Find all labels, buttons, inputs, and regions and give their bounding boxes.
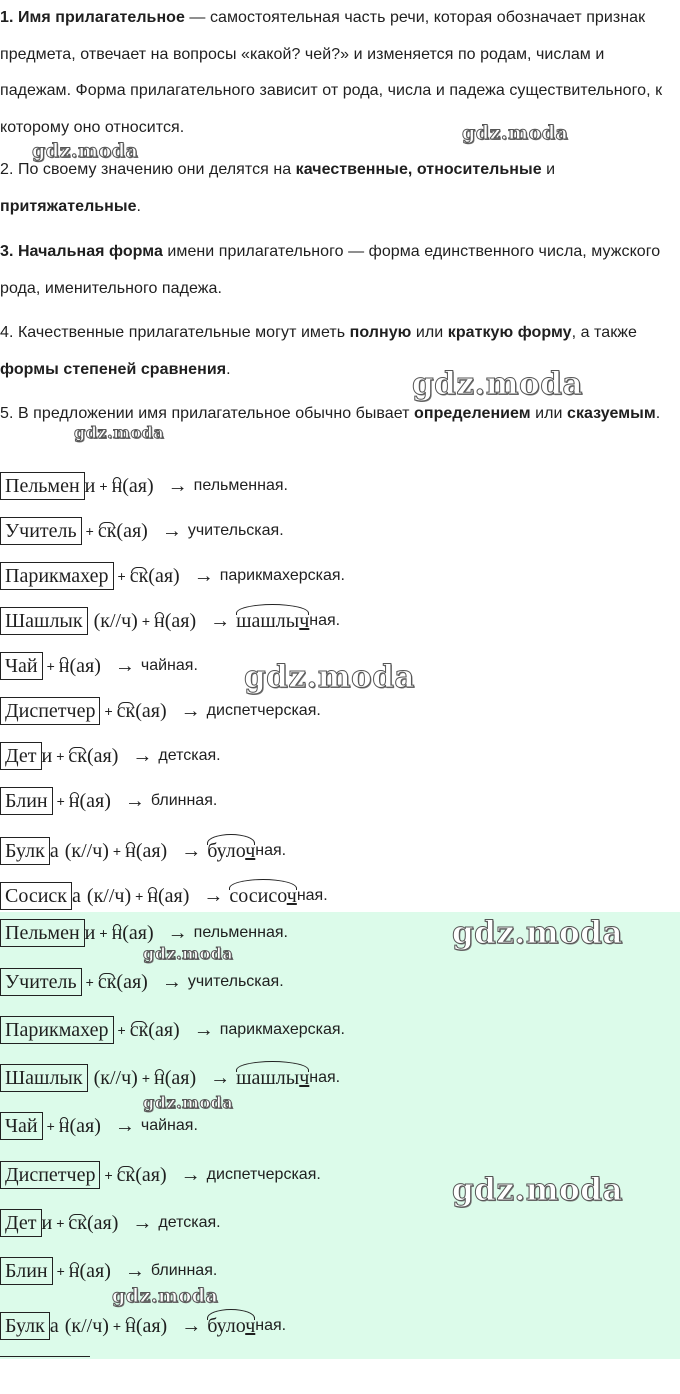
suffix-mark: ск: [97, 519, 117, 542]
para-bold: определением: [414, 405, 531, 422]
formation-row: [0, 606, 340, 636]
stem-box: Булк: [0, 837, 50, 865]
plus-sign: +: [85, 974, 94, 990]
plus-sign: +: [85, 523, 94, 539]
stem-box: Учитель: [0, 517, 82, 545]
arrow: →: [161, 970, 182, 993]
arrow: →: [114, 1114, 135, 1137]
ending: (ая): [116, 970, 148, 993]
connecting-vowel: и: [84, 474, 96, 497]
watermark: gdz.moda: [143, 1093, 234, 1112]
formation-row: [0, 696, 321, 726]
alternated-letter: ч: [299, 1066, 310, 1089]
ending: (ая): [164, 1066, 197, 1089]
root-arc: [236, 610, 309, 633]
root-letters: сосисо: [229, 884, 287, 907]
root-arc: [207, 840, 255, 863]
syntax-role-paragraph: [0, 396, 672, 433]
suffix-mark: н: [154, 1066, 165, 1089]
plus-sign: +: [117, 1022, 126, 1038]
alternated-letter: ч: [299, 609, 310, 632]
suffix-mark: н: [125, 1314, 136, 1337]
forms-paragraph: [0, 315, 672, 388]
suffix-mark: н: [68, 789, 80, 812]
connecting-vowel: и: [84, 921, 96, 944]
stem-box: Блин: [0, 787, 53, 815]
ending: (ая): [158, 884, 190, 907]
plus-sign: +: [46, 1118, 55, 1134]
ending: (ая): [79, 1259, 111, 1282]
para-text: или: [411, 324, 448, 341]
stem-box: Булк: [0, 1312, 50, 1340]
ending: (ая): [135, 699, 167, 722]
suffix-mark: н: [154, 609, 165, 632]
stem-box: Дет: [0, 1209, 42, 1237]
formation-row: [0, 836, 286, 866]
arrow: →: [132, 1211, 153, 1234]
formation-row: [0, 471, 288, 501]
root-letters: було: [207, 839, 246, 862]
formation-row: [0, 1160, 321, 1190]
result-word: парикмахерская.: [219, 567, 345, 584]
suffix-mark: н: [58, 654, 70, 677]
result-word: учительская.: [187, 522, 284, 539]
suffix-mark: ск: [129, 564, 149, 587]
suffix-mark: ск: [97, 970, 117, 993]
arrow: →: [181, 1314, 202, 1337]
formation-row: [0, 651, 198, 681]
para-bold: сказуемым: [567, 405, 656, 422]
arrow: →: [167, 474, 188, 497]
para-text: , а также: [571, 324, 637, 341]
root-letters: було: [207, 1314, 246, 1337]
arrow: →: [203, 884, 224, 907]
connecting-vowel: и: [41, 1211, 53, 1234]
ending: (ая): [116, 519, 148, 542]
root-arc: [207, 1315, 255, 1338]
result-ending: ная.: [255, 1317, 287, 1334]
stem-box: Диспетчер: [0, 697, 100, 725]
alternated-letter: ч: [286, 884, 297, 907]
formation-row: [0, 1311, 286, 1341]
stem-box: Сосиск: [0, 882, 72, 910]
arrow: →: [114, 654, 135, 677]
para-text: и: [541, 161, 556, 178]
arrow: →: [167, 921, 188, 944]
ending: (ая): [135, 1314, 168, 1337]
arrow: →: [210, 609, 231, 632]
para-bold: 3. Начальная форма: [0, 243, 163, 260]
stem-box: Чай: [0, 1112, 43, 1140]
stem-box: Пельмен: [0, 919, 85, 947]
formation-row: [0, 1015, 345, 1045]
arrow: →: [132, 744, 153, 767]
formation-row: [0, 1063, 340, 1093]
result-word: блинная.: [150, 1262, 218, 1279]
result-ending: ная.: [255, 842, 287, 859]
stem-box: Парикмахер: [0, 562, 114, 590]
para-bold: полную: [349, 324, 412, 341]
watermark: gdz.moda: [452, 1172, 623, 1208]
ending: (ая): [79, 789, 111, 812]
initial-form-paragraph: [0, 234, 672, 307]
watermark: gdz.moda: [112, 1285, 219, 1307]
ending: (ая): [122, 474, 154, 497]
plus-sign: +: [99, 925, 108, 941]
connecting-vowel: а: [49, 839, 59, 862]
alternation: (к//ч): [93, 609, 138, 632]
plus-sign: +: [46, 658, 55, 674]
plus-sign: +: [141, 613, 150, 629]
result-word: детская.: [158, 747, 221, 764]
plus-sign: +: [112, 1318, 122, 1334]
plus-sign: +: [117, 568, 126, 584]
stem-box: Блин: [0, 1257, 53, 1285]
plus-sign: +: [135, 888, 144, 904]
result-word: детская.: [158, 1214, 221, 1231]
suffix-mark: н: [68, 1259, 80, 1282]
ending: (ая): [87, 1211, 119, 1234]
stem-box: Шашлык: [0, 1064, 88, 1092]
result-word: диспетчерская.: [206, 702, 321, 719]
formation-row: [0, 967, 284, 997]
suffix-mark: н: [111, 474, 123, 497]
result-ending: ная.: [296, 887, 328, 904]
suffix-mark: ск: [116, 1163, 136, 1186]
formation-row: [0, 1111, 198, 1141]
root-letters: шашлы: [236, 609, 300, 632]
watermark: gdz.moda: [32, 140, 139, 162]
arrow: →: [124, 789, 145, 812]
para-bold: краткую форму: [447, 324, 572, 341]
formation-row: [0, 786, 217, 816]
para-text: имени прилагательного — форма единственного числа, мужского рода, именительного падежа.: [0, 243, 661, 297]
alternation: (к//ч): [93, 1066, 138, 1089]
cut-off-row-edge: [0, 1356, 90, 1360]
alternation: (к//ч): [86, 884, 132, 907]
watermark: gdz.moda: [462, 122, 569, 144]
formation-row: [0, 741, 221, 771]
arrow: →: [124, 1259, 145, 1282]
result-word: диспетчерская.: [206, 1166, 321, 1183]
result-word: учительская.: [187, 973, 284, 990]
root-letters: шашлы: [236, 1066, 300, 1089]
suffix-mark: н: [58, 1114, 70, 1137]
stem-box: Шашлык: [0, 607, 88, 635]
plus-sign: +: [112, 843, 122, 859]
para-text: 2. По своему значению они делятся на: [0, 161, 296, 178]
ending: (ая): [148, 1018, 180, 1041]
formation-row: [0, 561, 345, 591]
ending: (ая): [135, 839, 168, 862]
watermark: gdz.moda: [143, 944, 234, 963]
para-text: 5. В предложении имя прилагательное обычно бывает: [0, 405, 415, 422]
plus-sign: +: [56, 1215, 65, 1231]
formation-row: [0, 1208, 221, 1238]
alternation: (к//ч): [64, 839, 109, 862]
stem-box: Диспетчер: [0, 1161, 100, 1189]
para-text: .: [655, 405, 661, 422]
suffix-mark: н: [111, 921, 123, 944]
connecting-vowel: а: [72, 884, 81, 907]
ending: (ая): [69, 654, 101, 677]
plus-sign: +: [56, 1263, 65, 1279]
alternated-letter: ч: [245, 1314, 256, 1337]
suffix-mark: н: [125, 839, 136, 862]
stem-box: Пельмен: [0, 472, 85, 500]
ending: (ая): [148, 564, 180, 587]
arrow: →: [193, 1018, 214, 1041]
para-text: .: [226, 360, 231, 378]
connecting-vowel: а: [49, 1314, 59, 1337]
result-word: пельменная.: [193, 924, 288, 941]
suffix-mark: ск: [68, 1211, 87, 1234]
para-bold: качественные, относительные: [295, 161, 542, 178]
formation-row: [0, 881, 328, 911]
plus-sign: +: [104, 703, 113, 719]
connecting-vowel: и: [41, 744, 53, 767]
ending: (ая): [122, 921, 154, 944]
alternation: (к//ч): [64, 1314, 109, 1337]
suffix-mark: ск: [116, 699, 136, 722]
root-arc: [236, 1067, 309, 1090]
formation-row: [0, 1256, 217, 1286]
para-text: .: [136, 197, 142, 215]
ending: (ая): [87, 744, 119, 767]
suffix-mark: ск: [68, 744, 87, 767]
root-arc: [229, 885, 296, 908]
alternated-letter: ч: [245, 839, 256, 862]
stem-box: Дет: [0, 742, 42, 770]
para-text: или: [530, 405, 568, 422]
result-word: блинная.: [150, 792, 218, 809]
plus-sign: +: [56, 748, 65, 764]
result-word: чайная.: [140, 1117, 198, 1134]
stem-box: Парикмахер: [0, 1016, 114, 1044]
result-ending: ная.: [309, 1069, 341, 1086]
para-bold: притяжательные: [0, 197, 137, 215]
watermark: gdz.moda: [412, 366, 583, 402]
watermark: gdz.moda: [452, 915, 623, 951]
plus-sign: +: [56, 793, 65, 809]
plus-sign: +: [141, 1070, 150, 1086]
arrow: →: [181, 839, 202, 862]
ending: (ая): [164, 609, 197, 632]
suffix-mark: н: [147, 884, 159, 907]
para-bold: формы степеней сравнения: [0, 360, 227, 378]
arrow: →: [161, 519, 182, 542]
classification-paragraph: [0, 152, 672, 225]
arrow: →: [193, 564, 214, 587]
ending: (ая): [135, 1163, 167, 1186]
watermark: gdz.moda: [74, 423, 165, 442]
stem-box: Чай: [0, 652, 43, 680]
result-ending: ная.: [309, 612, 341, 629]
watermark: gdz.moda: [244, 659, 415, 695]
plus-sign: +: [104, 1167, 113, 1183]
result-word: парикмахерская.: [219, 1021, 345, 1038]
arrow: →: [180, 1163, 201, 1186]
arrow: →: [180, 699, 201, 722]
ending: (ая): [69, 1114, 101, 1137]
result-word: чайная.: [140, 657, 198, 674]
definition-paragraph: [0, 0, 672, 146]
formation-row: [0, 516, 284, 546]
stem-box: Учитель: [0, 968, 82, 996]
term-bold: 1. Имя прилагательное: [0, 9, 185, 26]
definition-text: — самостоятельная часть речи, которая обозначает признак предмета, отвечает на вопросы «какой? чей?» и изменяется по родам, числам и падежам. Форма прилагательного зависит от рода, числа и падежа существительного, к которому оно относится.: [0, 9, 663, 136]
result-word: пельменная.: [193, 477, 288, 494]
para-text: 4. Качественные прилагательные могут иметь: [0, 324, 350, 341]
arrow: →: [210, 1066, 231, 1089]
plus-sign: +: [99, 478, 108, 494]
suffix-mark: ск: [129, 1018, 149, 1041]
formation-row: [0, 918, 288, 948]
